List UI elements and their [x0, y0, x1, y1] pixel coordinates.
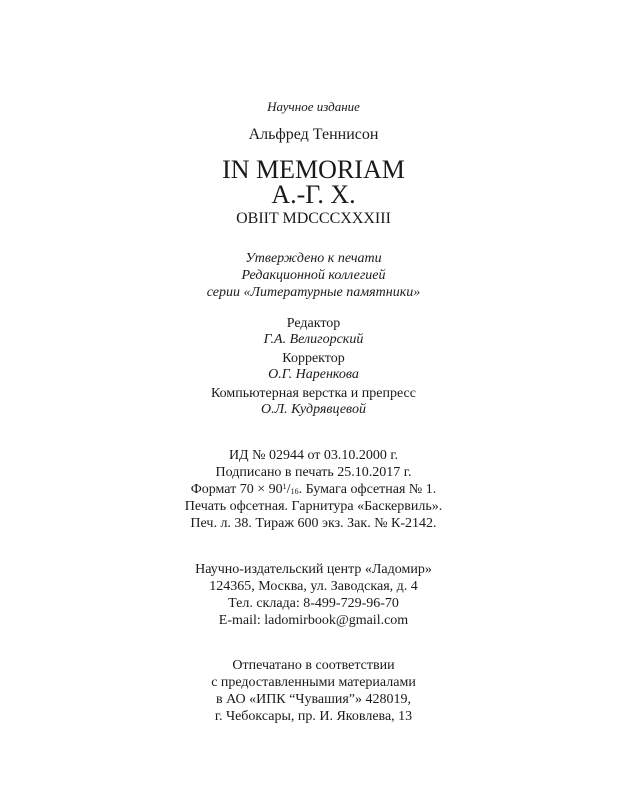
book-subtitle: OBIIT MDCCCXXXIII — [236, 210, 391, 227]
print-line: Печать офсетная. Гарнитура «Баскервиль». — [184, 499, 443, 514]
layout-role: Компьютерная верстка и препресс — [211, 386, 416, 401]
author-name: Альфред Теннисон — [248, 126, 379, 143]
approval-line: серии «Литературные памятники» — [206, 285, 421, 300]
approval-line: Редакционной коллегией — [241, 268, 386, 283]
approval-line: Утверждено к печати — [245, 251, 382, 266]
sheets-line: Печ. л. 38. Тираж 600 экз. Зак. № К-2142. — [190, 516, 437, 531]
format-fraction-denominator: 16 — [290, 487, 299, 496]
layout-name: О.Л. Кудрявцевой — [261, 402, 366, 417]
publisher-address: 124365, Москва, ул. Заводская, д. 4 — [209, 579, 418, 594]
printing-line: Отпечатано в соответствии — [232, 658, 395, 673]
license-line: ИД № 02944 от 03.10.2000 г. — [228, 448, 399, 463]
printing-line: г. Чебоксары, пр. И. Яковлева, 13 — [214, 709, 413, 724]
publisher-name: Научно-издательский центр «Ладомир» — [195, 562, 432, 577]
editor-role: Редактор — [286, 316, 341, 331]
publisher-phone: Тел. склада: 8-499-729-96-70 — [228, 596, 399, 611]
format-fraction-numerator: 1 — [282, 482, 287, 491]
printing-line: в АО «ИПК “Чувашия”» 428019, — [215, 692, 412, 707]
publisher-email: E-mail: ladomirbook@gmail.com — [218, 613, 409, 628]
format-prefix: Формат 70 × 90 — [190, 482, 283, 497]
format-suffix: . Бумага офсетная № 1. — [298, 482, 437, 497]
book-title: IN MEMORIAM — [222, 155, 405, 184]
format-fraction-slash: / — [286, 482, 291, 497]
editor-name: Г.А. Велигорский — [263, 332, 364, 347]
proofreader-role: Корректор — [282, 351, 345, 366]
signed-line: Подписано в печать 25.10.2017 г. — [215, 465, 412, 480]
proofreader-name: О.Г. Наренкова — [268, 367, 359, 382]
book-title-dedication: А.-Г. Х. — [271, 180, 356, 209]
printing-line: с предоставленными материалами — [211, 675, 416, 690]
format-line — [0, 483, 627, 497]
series-label: Научное издание — [267, 99, 360, 114]
